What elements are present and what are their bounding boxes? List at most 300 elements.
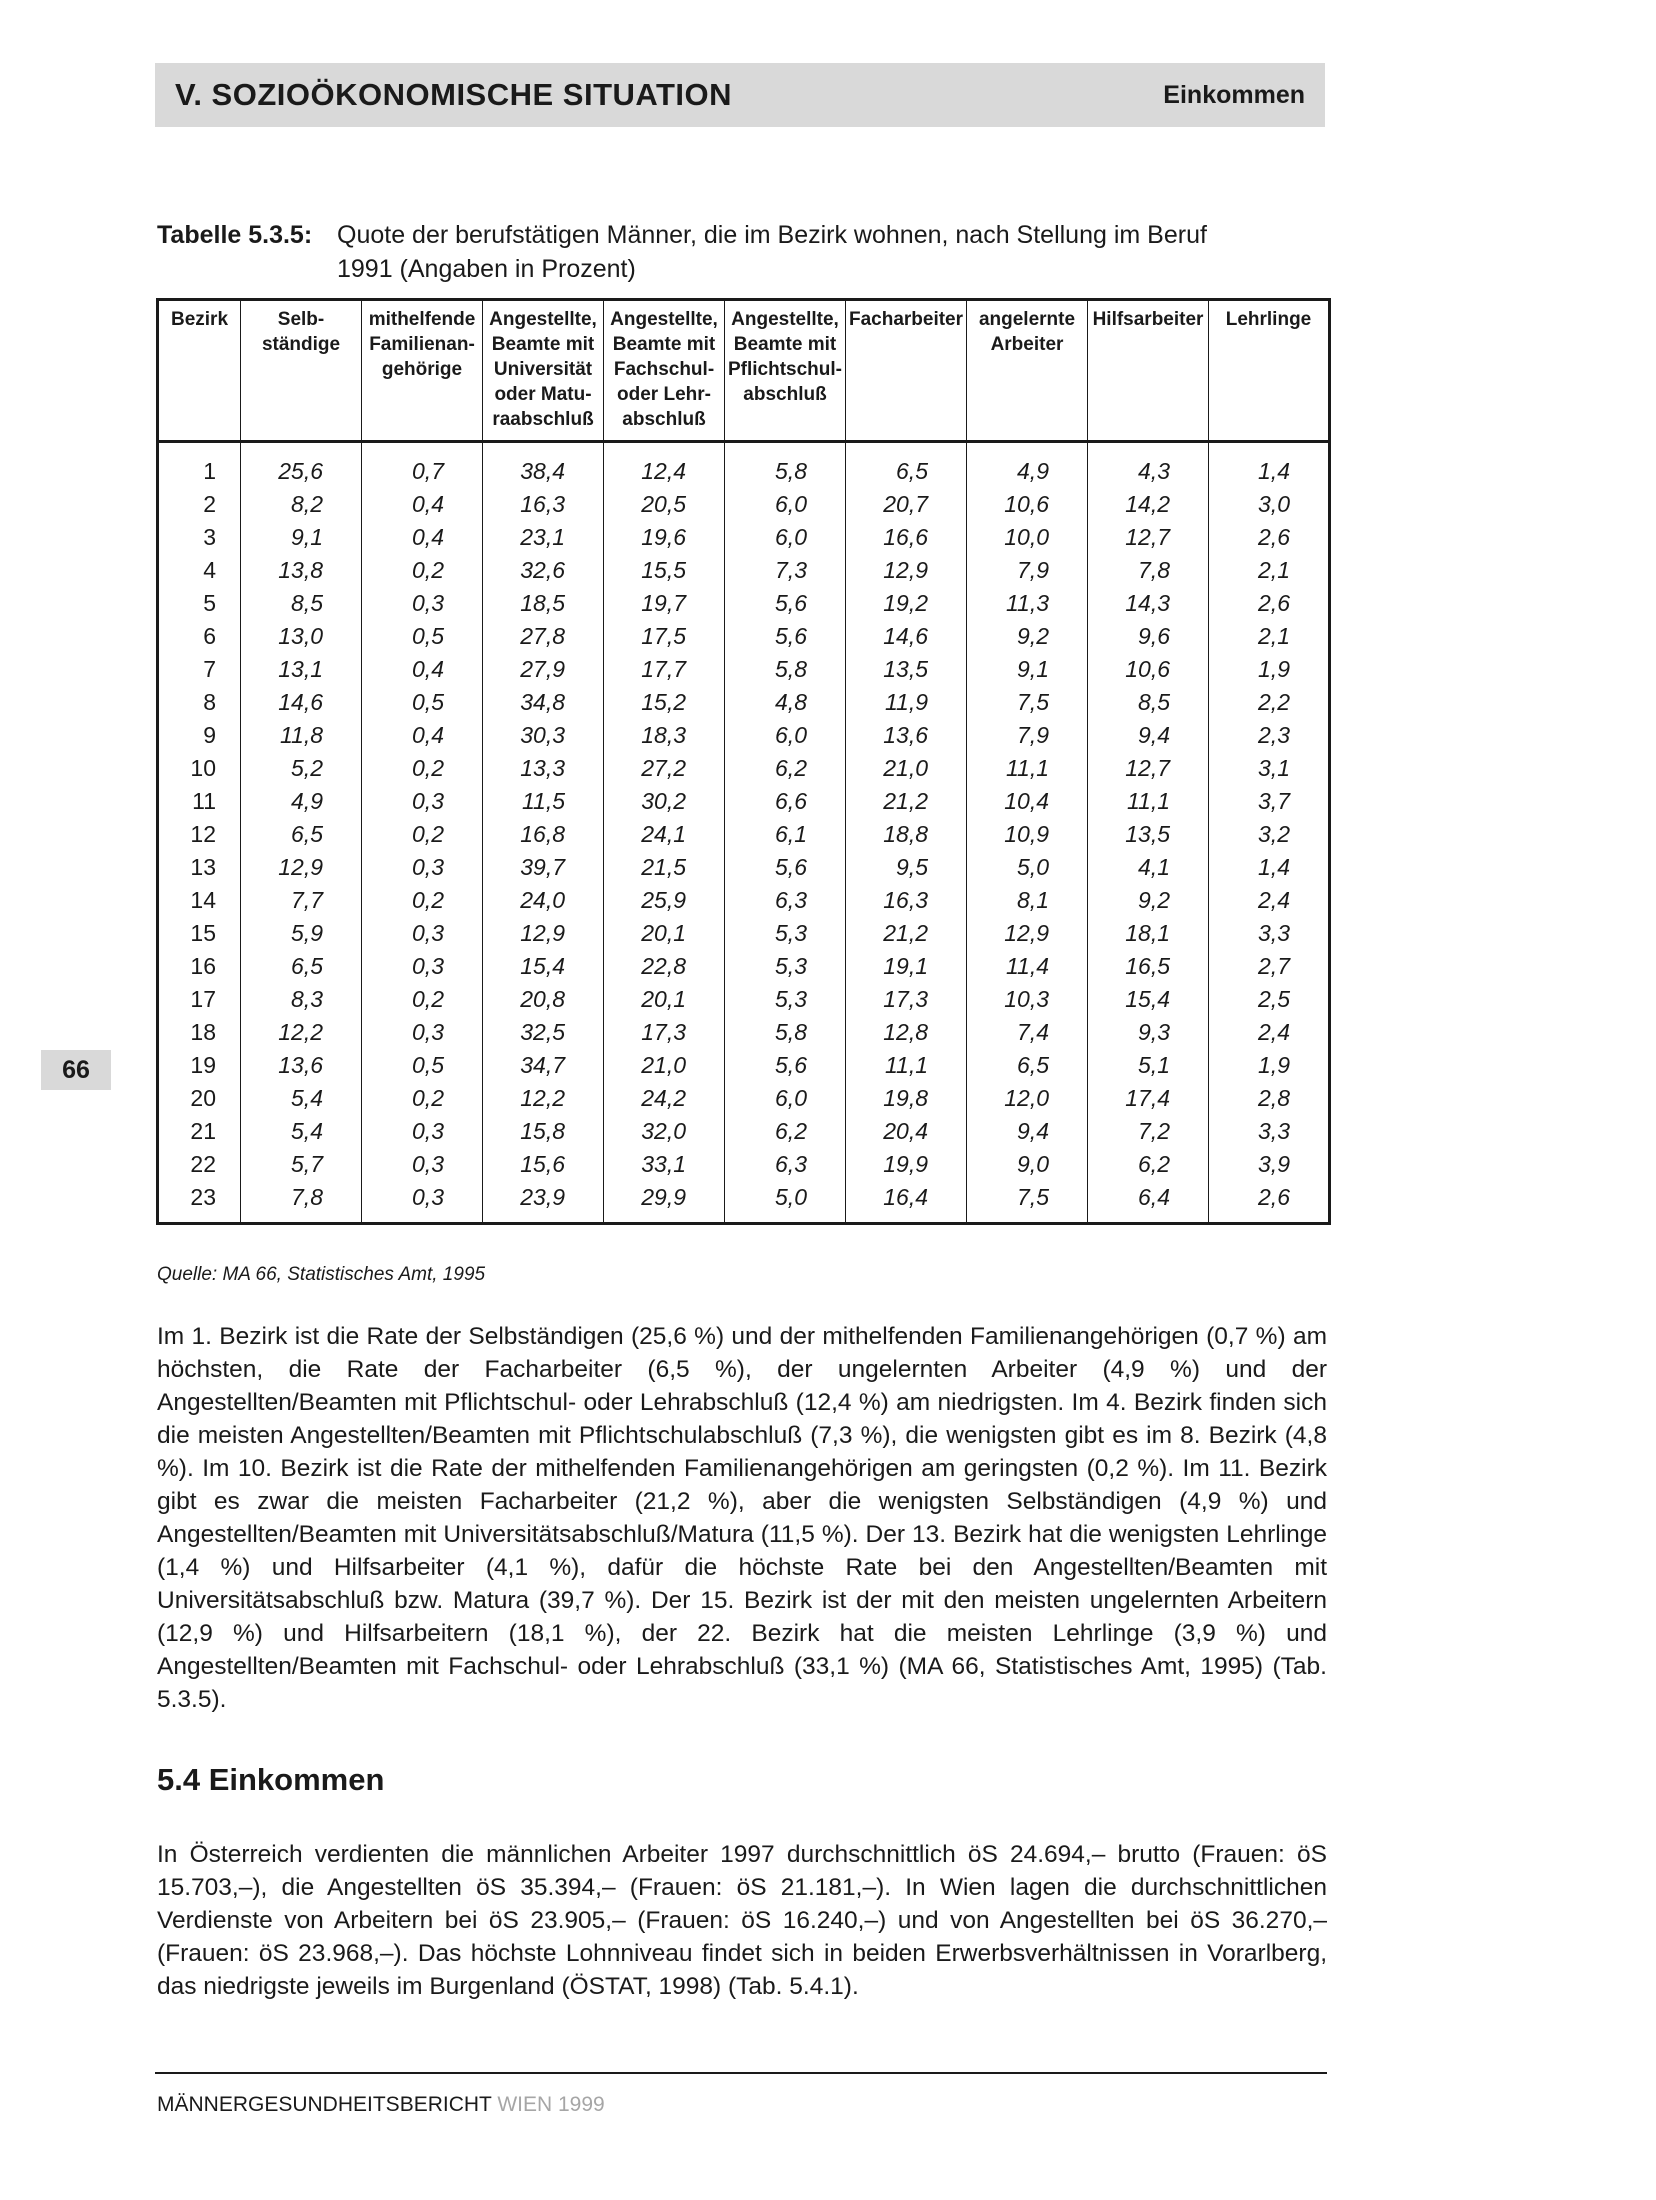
value-cell: 8,3 (241, 983, 362, 1016)
district-cell: 21 (190, 1118, 216, 1144)
table-row (158, 488, 1330, 521)
column-header-line: Selb- (277, 309, 325, 330)
value-cell: 21,0 (604, 1049, 725, 1082)
value-cell: 24,1 (604, 818, 725, 851)
value-cell: 17,4 (1088, 1082, 1209, 1115)
value-cell: 8,5 (241, 587, 362, 620)
value-cell: 1,4 (1209, 442, 1330, 489)
column-header-line: angelernte (978, 309, 1076, 330)
value-cell: 20,7 (846, 488, 967, 521)
value-cell: 0,2 (362, 752, 483, 785)
value-cell: 3,1 (1209, 752, 1330, 785)
value-cell: 6,1 (725, 818, 846, 851)
column-header-line: mithelfende (368, 309, 476, 330)
value-cell: 6,0 (725, 488, 846, 521)
value-cell: 2,6 (1209, 587, 1330, 620)
value-cell: 5,6 (725, 851, 846, 884)
value-cell: 0,3 (362, 785, 483, 818)
value-cell: 10,9 (967, 818, 1088, 851)
value-cell: 2,1 (1209, 554, 1330, 587)
value-cell: 0,3 (362, 1115, 483, 1148)
value-cell: 9,4 (967, 1115, 1088, 1148)
value-cell: 7,2 (1088, 1115, 1209, 1148)
value-cell: 2,2 (1209, 686, 1330, 719)
column-header-line: Angestellte, (489, 309, 597, 330)
table-row (158, 983, 1330, 1016)
value-cell: 12,0 (967, 1082, 1088, 1115)
district-cell: 8 (203, 689, 216, 715)
value-cell: 17,3 (604, 1016, 725, 1049)
table-row (158, 917, 1330, 950)
column-header-line: oder Matu- (494, 384, 592, 405)
value-cell: 10,4 (967, 785, 1088, 818)
district-cell: 9 (203, 722, 216, 748)
value-cell: 9,3 (1088, 1016, 1209, 1049)
value-cell: 12,2 (241, 1016, 362, 1049)
value-cell: 15,5 (604, 554, 725, 587)
column-header (1209, 300, 1330, 442)
column-header-line: Universität (493, 359, 593, 380)
section-title: V. SOZIOÖKONOMISCHE SITUATION (175, 77, 733, 112)
column-header (362, 300, 483, 442)
district-cell: 16 (190, 953, 216, 979)
value-cell: 21,2 (846, 785, 967, 818)
district-cell: 13 (190, 854, 216, 880)
value-cell: 32,0 (604, 1115, 725, 1148)
value-cell: 0,4 (362, 719, 483, 752)
value-cell: 0,3 (362, 587, 483, 620)
value-cell: 13,8 (241, 554, 362, 587)
value-cell: 11,1 (967, 752, 1088, 785)
column-header (846, 300, 967, 442)
paragraph-income: In Österreich verdienten die männlichen Arbeiter 1997 durchschnittlich öS 24.694,– brutto (Frauen: öS 15.703,–), die Angestellten öS 35.394,– (Frauen: öS 21.181,–). In Wien lagen die durchschnittlichen Verdienste von Arbeitern bei öS 23.905,– (Frauen: öS 16.240,–) und von Angestellten bei öS 36.270,– (Frauen: öS 23.968,–). Das höchste Lohnniveau findet sich in beiden Erwerbsverhältnissen in Vorarlberg, das niedrigste jeweils im Burgenland (ÖSTAT, 1998) (Tab. 5.4.1). (157, 1841, 1327, 2000)
value-cell: 9,6 (1088, 620, 1209, 653)
value-cell: 6,6 (725, 785, 846, 818)
value-cell: 0,5 (362, 686, 483, 719)
value-cell: 6,5 (241, 818, 362, 851)
value-cell: 7,5 (967, 686, 1088, 719)
column-header-line: gehörige (381, 359, 463, 380)
district-cell: 19 (190, 1052, 216, 1078)
value-cell: 5,2 (241, 752, 362, 785)
value-cell: 4,1 (1088, 851, 1209, 884)
footer (157, 2093, 605, 2117)
value-cell: 6,4 (1088, 1181, 1209, 1224)
value-cell: 8,5 (1088, 686, 1209, 719)
value-cell: 9,2 (1088, 884, 1209, 917)
value-cell: 15,4 (1088, 983, 1209, 1016)
district-cell: 11 (192, 788, 216, 814)
value-cell: 19,2 (846, 587, 967, 620)
value-cell: 20,5 (604, 488, 725, 521)
column-header-line: Lehrlinge (1225, 309, 1312, 330)
value-cell: 38,4 (483, 442, 604, 489)
value-cell: 7,8 (241, 1181, 362, 1224)
value-cell: 5,8 (725, 653, 846, 686)
value-cell: 2,8 (1209, 1082, 1330, 1115)
column-header-line: Pflichtschul- (727, 359, 842, 380)
column-header-line: Angestellte, (610, 309, 718, 330)
value-cell: 4,9 (241, 785, 362, 818)
value-cell: 17,3 (846, 983, 967, 1016)
value-cell: 2,3 (1209, 719, 1330, 752)
value-cell: 0,3 (362, 851, 483, 884)
value-cell: 16,8 (483, 818, 604, 851)
occupation-table (156, 298, 1331, 1225)
value-cell: 9,1 (967, 653, 1088, 686)
footer-divider (155, 2072, 1327, 2074)
table-row (158, 442, 1330, 489)
table-row (158, 1148, 1330, 1181)
value-cell: 5,6 (725, 587, 846, 620)
table-row (158, 851, 1330, 884)
value-cell: 0,4 (362, 653, 483, 686)
value-cell: 1,4 (1209, 851, 1330, 884)
column-header-line: Arbeiter (990, 334, 1064, 355)
value-cell: 7,3 (725, 554, 846, 587)
column-header (158, 300, 241, 442)
column-header-line: raabschluß (492, 409, 594, 430)
district-cell: 1 (203, 458, 216, 484)
value-cell: 6,2 (1088, 1148, 1209, 1181)
value-cell: 10,6 (967, 488, 1088, 521)
value-cell: 27,8 (483, 620, 604, 653)
value-cell: 5,4 (241, 1115, 362, 1148)
column-header-line: Bezirk (170, 309, 229, 330)
value-cell: 16,4 (846, 1181, 967, 1224)
value-cell: 23,1 (483, 521, 604, 554)
value-cell: 17,7 (604, 653, 725, 686)
value-cell: 5,8 (725, 442, 846, 489)
value-cell: 0,4 (362, 521, 483, 554)
column-header-line: Beamte mit (612, 334, 716, 355)
value-cell: 5,3 (725, 983, 846, 1016)
column-header-line: Fachschul- (613, 359, 715, 380)
value-cell: 3,9 (1209, 1148, 1330, 1181)
value-cell: 6,5 (846, 442, 967, 489)
value-cell: 0,3 (362, 1181, 483, 1224)
value-cell: 4,8 (725, 686, 846, 719)
value-cell: 12,9 (967, 917, 1088, 950)
value-cell: 5,9 (241, 917, 362, 950)
value-cell: 5,0 (725, 1181, 846, 1224)
table-caption-line1: Quote der berufstätigen Männer, die im Bezirk wohnen, nach Stellung im Beruf (337, 221, 1207, 249)
value-cell: 7,9 (967, 554, 1088, 587)
table-row (158, 719, 1330, 752)
value-cell: 6,0 (725, 1082, 846, 1115)
value-cell: 9,2 (967, 620, 1088, 653)
value-cell: 2,5 (1209, 983, 1330, 1016)
value-cell: 22,8 (604, 950, 725, 983)
value-cell: 9,5 (846, 851, 967, 884)
value-cell: 2,1 (1209, 620, 1330, 653)
column-header (967, 300, 1088, 442)
value-cell: 12,4 (604, 442, 725, 489)
value-cell: 13,6 (241, 1049, 362, 1082)
value-cell: 2,6 (1209, 521, 1330, 554)
value-cell: 16,3 (483, 488, 604, 521)
column-header-line: Beamte mit (491, 334, 595, 355)
value-cell: 32,6 (483, 554, 604, 587)
value-cell: 7,4 (967, 1016, 1088, 1049)
value-cell: 0,2 (362, 818, 483, 851)
value-cell: 17,5 (604, 620, 725, 653)
value-cell: 10,0 (967, 521, 1088, 554)
value-cell: 20,1 (604, 983, 725, 1016)
value-cell: 6,5 (967, 1049, 1088, 1082)
value-cell: 0,3 (362, 1016, 483, 1049)
value-cell: 2,7 (1209, 950, 1330, 983)
value-cell: 27,9 (483, 653, 604, 686)
value-cell: 11,9 (846, 686, 967, 719)
value-cell: 0,3 (362, 917, 483, 950)
table-row (158, 785, 1330, 818)
value-cell: 15,8 (483, 1115, 604, 1148)
value-cell: 5,3 (725, 917, 846, 950)
value-cell: 6,0 (725, 719, 846, 752)
value-cell: 12,2 (483, 1082, 604, 1115)
table-row (158, 587, 1330, 620)
value-cell: 11,1 (846, 1049, 967, 1082)
value-cell: 20,4 (846, 1115, 967, 1148)
value-cell: 4,9 (967, 442, 1088, 489)
district-cell: 23 (190, 1184, 216, 1210)
paragraph-district-analysis: Im 1. Bezirk ist die Rate der Selbständigen (25,6 %) und der mithelfenden Familienangehörigen (0,7 %) am höchsten, die Rate der Facharbeiter (6,5 %), der ungelernten Arbeiter (4,9 %) und der Angestellten/Beamten mit Pflichtschul- oder Lehrabschluß (12,4 %) am niedrigsten. Im 4. Bezirk finden sich die meisten Angestellten/Beamten mit Pflichtschulabschluß (7,3 %), die wenigsten gibt es im 8. Bezirk (4,8 %). Im 10. Bezirk ist die Rate der mithelfenden Familienangehörigen am geringsten (0,2 %). Im 11. Bezirk gibt es zwar die meisten Facharbeiter (21,2 %), aber die wenigsten Selbständigen (4,9 %) und Angestellten/Beamten mit Universitätsabschluß/Matura (11,5 %). Der 13. Bezirk hat die wenigsten Lehrlinge (1,4 %) und Hilfsarbeiter (4,1 %), dafür die höchste Rate bei den Angestellten/Beamten mit Universitätsabschluß bzw. Matura (39,7 %). Der 15. Bezirk ist der mit den meisten ungelernten Arbeitern (12,9 %) und Hilfsarbeitern (18,1 %), der 22. Bezirk hat die meisten Lehrlinge (3,9 %) und Angestellten/Beamten mit Fachschul- oder Lehrabschluß (33,1 %) (MA 66, Statistisches Amt, 1995) (Tab. 5.3.5). (157, 1323, 1327, 1713)
value-cell: 5,3 (725, 950, 846, 983)
value-cell: 0,3 (362, 950, 483, 983)
footer-city: WIEN 1999 (497, 2093, 605, 2116)
value-cell: 7,5 (967, 1181, 1088, 1224)
value-cell: 18,8 (846, 818, 967, 851)
value-cell: 21,0 (846, 752, 967, 785)
column-header (483, 300, 604, 442)
footer-title: MÄNNERGESUNDHEITSBERICHT (157, 2093, 492, 2116)
value-cell: 14,3 (1088, 587, 1209, 620)
column-header-line: ständige (261, 334, 341, 355)
value-cell: 33,1 (604, 1148, 725, 1181)
value-cell: 12,7 (1088, 752, 1209, 785)
column-header (725, 300, 846, 442)
column-header-line: Familienan- (369, 334, 475, 355)
value-cell: 18,1 (1088, 917, 1209, 950)
column-header (1088, 300, 1209, 442)
value-cell: 29,9 (604, 1181, 725, 1224)
table-header-row (158, 300, 1330, 442)
value-cell: 11,3 (967, 587, 1088, 620)
value-cell: 12,7 (1088, 521, 1209, 554)
value-cell: 3,7 (1209, 785, 1330, 818)
value-cell: 20,1 (604, 917, 725, 950)
value-cell: 9,0 (967, 1148, 1088, 1181)
value-cell: 14,6 (846, 620, 967, 653)
district-cell: 18 (190, 1019, 216, 1045)
table-row (158, 1115, 1330, 1148)
table-row (158, 818, 1330, 851)
value-cell: 24,2 (604, 1082, 725, 1115)
value-cell: 3,2 (1209, 818, 1330, 851)
value-cell: 2,4 (1209, 1016, 1330, 1049)
value-cell: 0,7 (362, 442, 483, 489)
table-caption-line2: 1991 (Angaben in Prozent) (337, 255, 636, 283)
section-topic: Einkommen (1163, 80, 1305, 109)
value-cell: 16,6 (846, 521, 967, 554)
table-row (158, 1082, 1330, 1115)
value-cell: 0,2 (362, 884, 483, 917)
value-cell: 5,0 (967, 851, 1088, 884)
value-cell: 1,9 (1209, 1049, 1330, 1082)
value-cell: 16,5 (1088, 950, 1209, 983)
value-cell: 0,5 (362, 1049, 483, 1082)
value-cell: 6,5 (241, 950, 362, 983)
value-cell: 0,2 (362, 1082, 483, 1115)
table-row (158, 620, 1330, 653)
value-cell: 7,8 (1088, 554, 1209, 587)
value-cell: 12,9 (846, 554, 967, 587)
value-cell: 16,3 (846, 884, 967, 917)
table-row (158, 1016, 1330, 1049)
value-cell: 8,2 (241, 488, 362, 521)
value-cell: 3,0 (1209, 488, 1330, 521)
district-cell: 15 (190, 920, 216, 946)
district-cell: 6 (203, 623, 216, 649)
value-cell: 34,7 (483, 1049, 604, 1082)
value-cell: 10,6 (1088, 653, 1209, 686)
value-cell: 14,6 (241, 686, 362, 719)
column-header (241, 300, 362, 442)
district-cell: 12 (190, 821, 216, 847)
value-cell: 3,3 (1209, 1115, 1330, 1148)
value-cell: 18,3 (604, 719, 725, 752)
value-cell: 6,2 (725, 1115, 846, 1148)
district-cell: 7 (203, 656, 216, 682)
value-cell: 0,2 (362, 554, 483, 587)
value-cell: 13,5 (846, 653, 967, 686)
table-row (158, 1181, 1330, 1224)
column-header-line: abschluß (743, 384, 827, 405)
value-cell: 15,2 (604, 686, 725, 719)
value-cell: 19,9 (846, 1148, 967, 1181)
value-cell: 7,7 (241, 884, 362, 917)
value-cell: 19,7 (604, 587, 725, 620)
table-caption (157, 218, 1327, 286)
value-cell: 14,2 (1088, 488, 1209, 521)
value-cell: 11,8 (241, 719, 362, 752)
value-cell: 24,0 (483, 884, 604, 917)
value-cell: 6,3 (725, 1148, 846, 1181)
value-cell: 0,5 (362, 620, 483, 653)
district-cell: 2 (203, 491, 216, 517)
value-cell: 13,0 (241, 620, 362, 653)
value-cell: 27,2 (604, 752, 725, 785)
value-cell: 0,4 (362, 488, 483, 521)
column-header-line: abschluß (622, 409, 706, 430)
value-cell: 18,5 (483, 587, 604, 620)
value-cell: 2,6 (1209, 1181, 1330, 1224)
value-cell: 9,1 (241, 521, 362, 554)
value-cell: 8,1 (967, 884, 1088, 917)
value-cell: 12,8 (846, 1016, 967, 1049)
value-cell: 21,2 (846, 917, 967, 950)
value-cell: 7,9 (967, 719, 1088, 752)
value-cell: 11,5 (483, 785, 604, 818)
value-cell: 11,4 (967, 950, 1088, 983)
district-cell: 14 (190, 887, 216, 913)
table-row (158, 752, 1330, 785)
value-cell: 6,3 (725, 884, 846, 917)
value-cell: 0,2 (362, 983, 483, 1016)
value-cell: 20,8 (483, 983, 604, 1016)
value-cell: 13,1 (241, 653, 362, 686)
value-cell: 6,2 (725, 752, 846, 785)
value-cell: 6,0 (725, 521, 846, 554)
value-cell: 32,5 (483, 1016, 604, 1049)
table-row (158, 950, 1330, 983)
value-cell: 5,1 (1088, 1049, 1209, 1082)
section-header-bar (155, 63, 1325, 127)
value-cell: 25,9 (604, 884, 725, 917)
value-cell: 30,2 (604, 785, 725, 818)
district-cell: 3 (203, 524, 216, 550)
column-header-line: oder Lehr- (617, 384, 711, 405)
value-cell: 5,6 (725, 620, 846, 653)
district-cell: 10 (190, 755, 216, 781)
column-header (604, 300, 725, 442)
value-cell: 25,6 (241, 442, 362, 489)
table-row (158, 686, 1330, 719)
value-cell: 39,7 (483, 851, 604, 884)
value-cell: 5,8 (725, 1016, 846, 1049)
value-cell: 9,4 (1088, 719, 1209, 752)
value-cell: 5,4 (241, 1082, 362, 1115)
value-cell: 30,3 (483, 719, 604, 752)
value-cell: 13,5 (1088, 818, 1209, 851)
district-cell: 17 (190, 986, 216, 1012)
table-row (158, 1049, 1330, 1082)
value-cell: 21,5 (604, 851, 725, 884)
value-cell: 2,4 (1209, 884, 1330, 917)
value-cell: 19,8 (846, 1082, 967, 1115)
district-cell: 4 (203, 557, 216, 583)
value-cell: 23,9 (483, 1181, 604, 1224)
value-cell: 19,1 (846, 950, 967, 983)
table-row (158, 554, 1330, 587)
value-cell: 13,3 (483, 752, 604, 785)
district-cell: 5 (203, 590, 216, 616)
value-cell: 13,6 (846, 719, 967, 752)
table-row (158, 521, 1330, 554)
table-row (158, 884, 1330, 917)
value-cell: 3,3 (1209, 917, 1330, 950)
value-cell: 0,3 (362, 1148, 483, 1181)
value-cell: 12,9 (483, 917, 604, 950)
value-cell: 15,4 (483, 950, 604, 983)
value-cell: 5,7 (241, 1148, 362, 1181)
district-cell: 20 (190, 1085, 216, 1111)
section-heading-einkommen: 5.4 Einkommen (157, 1762, 385, 1797)
table-body (158, 442, 1330, 1224)
page-number: 66 (41, 1050, 111, 1090)
column-header-line: Hilfsarbeiter (1092, 309, 1204, 330)
column-header-line: Beamte mit (733, 334, 837, 355)
column-header-line: Angestellte, (731, 309, 839, 330)
value-cell: 19,6 (604, 521, 725, 554)
table-source: Quelle: MA 66, Statistisches Amt, 1995 (157, 1264, 486, 1285)
value-cell: 12,9 (241, 851, 362, 884)
value-cell: 1,9 (1209, 653, 1330, 686)
value-cell: 15,6 (483, 1148, 604, 1181)
value-cell: 10,3 (967, 983, 1088, 1016)
table-row (158, 653, 1330, 686)
